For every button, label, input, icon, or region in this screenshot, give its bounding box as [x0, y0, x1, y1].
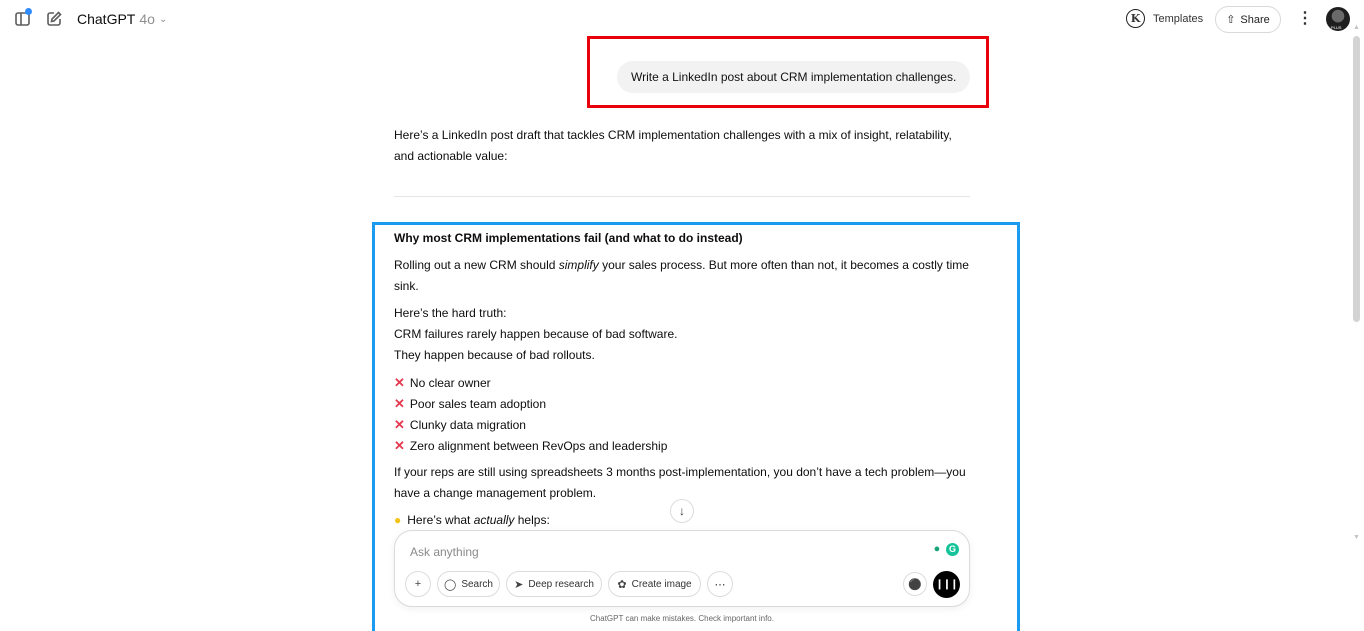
grammarly-widget[interactable] [931, 543, 959, 556]
scrollbar[interactable] [1352, 22, 1361, 612]
assistant-intro: Here’s a LinkedIn post draft that tackles CRM implementation challenges with a mix of insight, relatability, and actionable value: [394, 128, 952, 163]
sidebar-toggle-icon[interactable] [14, 10, 32, 28]
post-paragraph-spreadsheets: If your reps are still using spreadsheets 3 months post-implementation, you don’t have a tech problem—you have a change management problem. [394, 465, 966, 500]
chevron-down-icon: ⌄ [158, 13, 168, 25]
post-paragraph-intro: Rolling out a new CRM should simplify your sales process. But more often than not, it becomes a costly time sink. [394, 258, 969, 293]
grammarly-bulb-icon[interactable]: ● [931, 543, 943, 555]
plus-badge: PLUS [1331, 25, 1342, 30]
cross-mark-icon: ✕ [394, 396, 405, 411]
fail-list-item: ✕ Poor sales team adoption [394, 396, 546, 411]
plus-icon: + [414, 578, 422, 590]
more-options-icon[interactable]: ⋮ [1297, 10, 1313, 27]
add-attachment-button[interactable] [405, 571, 431, 597]
lightbulb-icon: ● [394, 513, 402, 527]
new-chat-icon[interactable] [45, 10, 63, 28]
model-name: ChatGPT [77, 11, 136, 27]
voice-mode-button[interactable] [933, 571, 960, 598]
fail-list-item: ✕ Zero alignment between RevOps and leadership [394, 438, 668, 453]
truth-line: CRM failures rarely happen because of bad software. [394, 327, 678, 341]
truth-line: They happen because of bad rollouts. [394, 348, 595, 362]
search-button[interactable] [437, 571, 500, 597]
templates-k-icon: K [1126, 9, 1145, 28]
templates-label: Templates [1153, 12, 1204, 25]
model-version: 4o [139, 11, 155, 27]
truth-line: Here’s the hard truth: [394, 306, 507, 320]
message-composer[interactable] [394, 530, 970, 607]
cross-mark-icon: ✕ [394, 438, 405, 453]
more-tools-button[interactable] [707, 571, 733, 597]
microphone-button[interactable] [903, 572, 927, 596]
model-selector[interactable] [77, 11, 167, 27]
telescope-icon: ➤ [514, 578, 524, 591]
globe-icon: ◯ [444, 578, 457, 591]
cross-mark-icon: ✕ [394, 375, 405, 390]
create-image-label: Create image [631, 578, 692, 590]
deep-research-button[interactable] [506, 571, 602, 597]
top-bar [0, 0, 1364, 38]
avatar[interactable] [1326, 7, 1350, 31]
microphone-icon: ⚫ [908, 578, 922, 591]
create-image-button[interactable] [608, 571, 701, 597]
templates-button[interactable] [1126, 9, 1203, 28]
divider [394, 196, 970, 197]
cross-mark-icon: ✕ [394, 417, 405, 432]
scrollbar-thumb[interactable] [1353, 36, 1360, 322]
share-icon: ⇧ [1226, 14, 1236, 26]
scroll-up-arrow-icon[interactable]: ▲ [1353, 24, 1360, 31]
user-message-bubble: Write a LinkedIn post about CRM implementation challenges. [617, 61, 970, 93]
post-title: Why most CRM implementations fail (and what to do instead) [394, 231, 743, 245]
share-button[interactable] [1215, 6, 1281, 33]
scroll-to-bottom-button[interactable] [670, 499, 694, 523]
palette-icon: ✿ [617, 578, 627, 591]
deep-research-label: Deep research [528, 578, 594, 590]
disclaimer-text: ChatGPT can make mistakes. Check important info. [590, 614, 774, 623]
ellipsis-icon: ⋯ [714, 578, 726, 591]
waveform-icon: ❙❙❙ [935, 579, 958, 590]
scroll-down-arrow-icon[interactable]: ▼ [1353, 534, 1360, 541]
search-label: Search [461, 578, 493, 590]
arrow-down-icon: ↓ [679, 504, 685, 518]
notification-dot [25, 8, 32, 15]
post-helps-line: ● Here’s what actually helps: [394, 513, 550, 527]
share-label: Share [1240, 13, 1270, 26]
grammarly-icon[interactable]: G [946, 543, 959, 556]
fail-list-item: ✕ Clunky data migration [394, 417, 526, 432]
composer-input[interactable]: Ask anything [410, 545, 479, 559]
fail-list-item: ✕ No clear owner [394, 375, 491, 390]
